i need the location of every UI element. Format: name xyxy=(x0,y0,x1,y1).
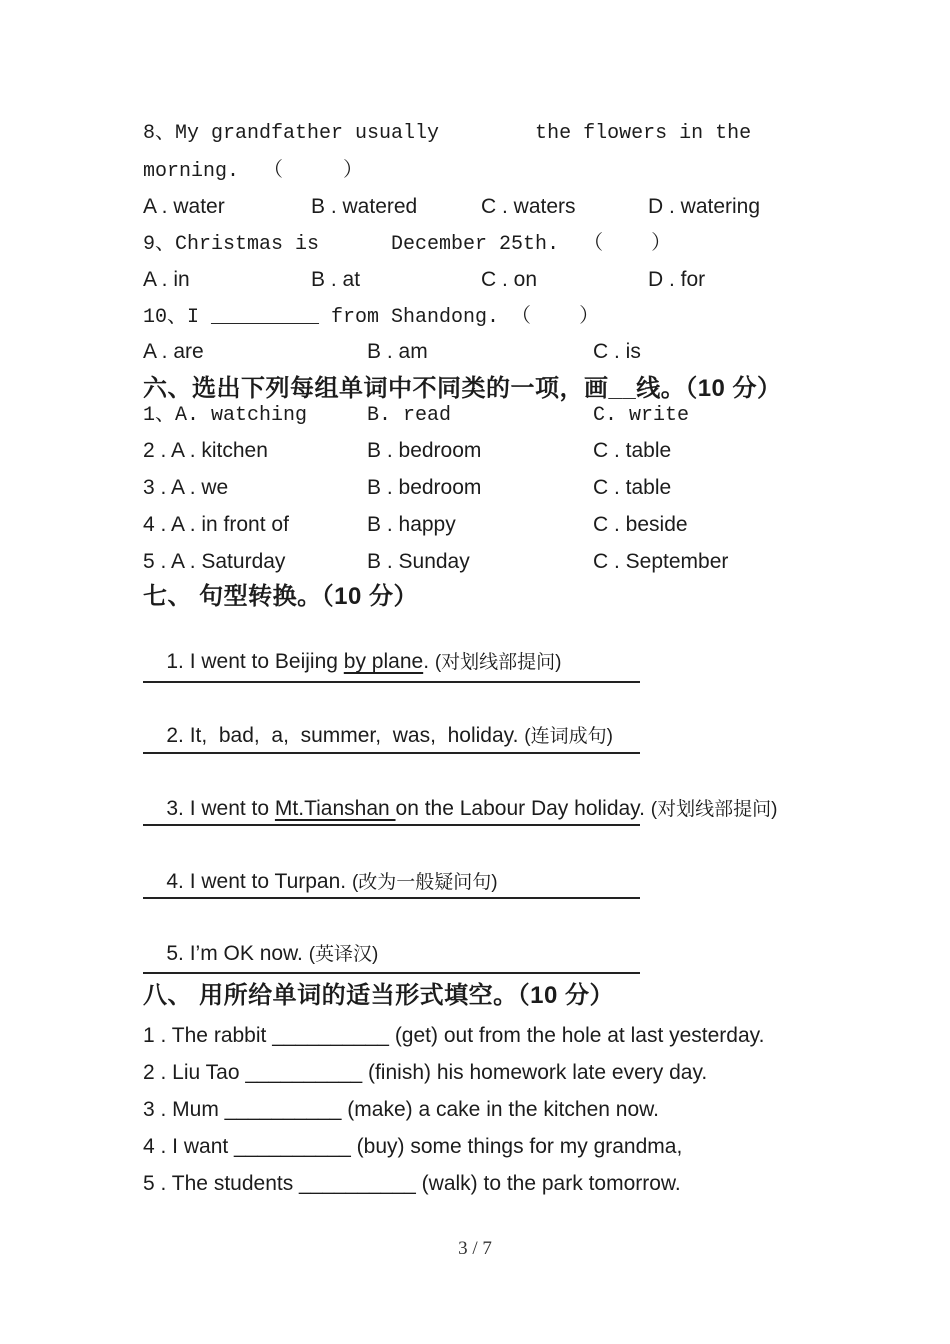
section-6-row-1-c: C. write xyxy=(593,404,690,427)
section-6-row-3-b: B . bedroom xyxy=(367,476,482,499)
section-6-row-1-a: 1、A. watching xyxy=(143,404,308,427)
section-7-item-3-text: 3. I went to xyxy=(166,797,275,820)
section-6-row-5-c: C . September xyxy=(593,550,729,573)
question-10-option-c: C . is xyxy=(593,340,641,363)
question-8-option-c: C . waters xyxy=(481,195,576,218)
question-10-stem: 10、I _________ from Shandong. （ ） xyxy=(143,306,600,329)
question-8-options-row xyxy=(143,193,760,221)
section-6-row-2-c: C . table xyxy=(593,439,672,462)
section-7-item-2-hint: (连词成句) xyxy=(524,726,613,747)
section-7-item-5-text: 5. I’m OK now. xyxy=(166,942,309,965)
section-7-item-4-text: 4. I went to Turpan. xyxy=(166,870,352,893)
section-6-row-4-b: B . happy xyxy=(367,513,456,536)
answer-line-3 xyxy=(143,824,640,826)
question-10-options-row xyxy=(143,338,641,366)
section-7-item-5-hint: (英译汉) xyxy=(308,944,379,965)
section-6-row-4-c: C . beside xyxy=(593,513,688,536)
answer-line-2 xyxy=(143,752,640,754)
section-6-row-2-b: B . bedroom xyxy=(367,439,482,462)
question-9-option-c: C . on xyxy=(481,268,538,291)
question-10-option-a: A . are xyxy=(143,340,204,363)
answer-line-1 xyxy=(143,681,640,683)
section-7-item-3-hint: (对划线部提问) xyxy=(650,799,778,820)
section-6-title: 六、选出下列每组单词中不同类的一项，画__线。（10 分） xyxy=(143,375,782,402)
section-8-item-5: 5 . The students __________ (walk) to the park tomorrow. xyxy=(143,1172,681,1195)
section-7-item-2-text: 2. It, bad, a, summer, was, holiday. xyxy=(166,724,525,747)
section-6-row-1 xyxy=(143,402,689,430)
question-9-option-a: A . in xyxy=(143,268,190,291)
page-number: 3 / 7 xyxy=(458,1238,492,1259)
section-7-item-4-hint: (改为一般疑问句) xyxy=(351,872,498,893)
section-6-row-5-a: 5 . A . Saturday xyxy=(143,550,286,573)
question-8-option-d: D . watering xyxy=(648,195,761,218)
section-6-row-3 xyxy=(143,474,671,502)
section-6-row-1-b: B. read xyxy=(367,404,452,427)
section-8-title: 八、 用所给单词的适当形式填空。（10 分） xyxy=(143,982,615,1009)
section-7-item-1-hint: (对划线部提问) xyxy=(434,652,562,673)
question-9-options-row xyxy=(143,266,705,294)
section-8-item-2: 2 . Liu Tao __________ (finish) his homework late every day. xyxy=(143,1061,708,1084)
answer-line-4 xyxy=(143,897,640,899)
section-6-row-5 xyxy=(143,548,728,576)
question-10-option-b: B . am xyxy=(367,340,428,363)
question-8-stem-line1: 8、My grandfather usually the flowers in the xyxy=(143,122,752,145)
section-6-row-2 xyxy=(143,437,671,465)
answer-line-5 xyxy=(143,972,640,974)
section-7-item-3-underlined: Mt.Tianshan xyxy=(274,797,396,820)
question-9-stem: 9、Christmas is December 25th. （ ） xyxy=(143,233,672,256)
section-7-item-1-text: 1. I went to Beijing xyxy=(166,650,344,673)
question-8-option-a: A . water xyxy=(143,195,225,218)
section-8-item-3: 3 . Mum __________ (make) a cake in the kitchen now. xyxy=(143,1098,659,1121)
section-6-row-3-a: 3 . A . we xyxy=(143,476,229,499)
section-7-item-1-underlined: by plane xyxy=(343,650,424,673)
question-9-option-b: B . at xyxy=(311,268,361,291)
section-6-row-3-c: C . table xyxy=(593,476,672,499)
question-9-option-d: D . for xyxy=(648,268,706,291)
section-7-item-1-tail: . xyxy=(423,650,435,673)
section-6-row-5-b: B . Sunday xyxy=(367,550,470,573)
section-7-title: 七、 句型转换。（10 分） xyxy=(143,583,419,610)
section-8-item-4: 4 . I want __________ (buy) some things for my grandma, xyxy=(143,1135,683,1158)
section-7-item-1 xyxy=(143,620,562,705)
question-8-option-b: B . watered xyxy=(311,195,418,218)
section-7-item-3-tail: on the Labour Day holiday. xyxy=(395,797,651,820)
section-6-row-4 xyxy=(143,511,688,539)
section-6-row-4-a: 4 . A . in front of xyxy=(143,513,289,536)
question-8-stem-line2: morning. （ ） xyxy=(143,160,364,183)
section-8-item-1: 1 . The rabbit __________ (get) out from the hole at last yesterday. xyxy=(143,1024,765,1047)
section-6-row-2-a: 2 . A . kitchen xyxy=(143,439,268,462)
